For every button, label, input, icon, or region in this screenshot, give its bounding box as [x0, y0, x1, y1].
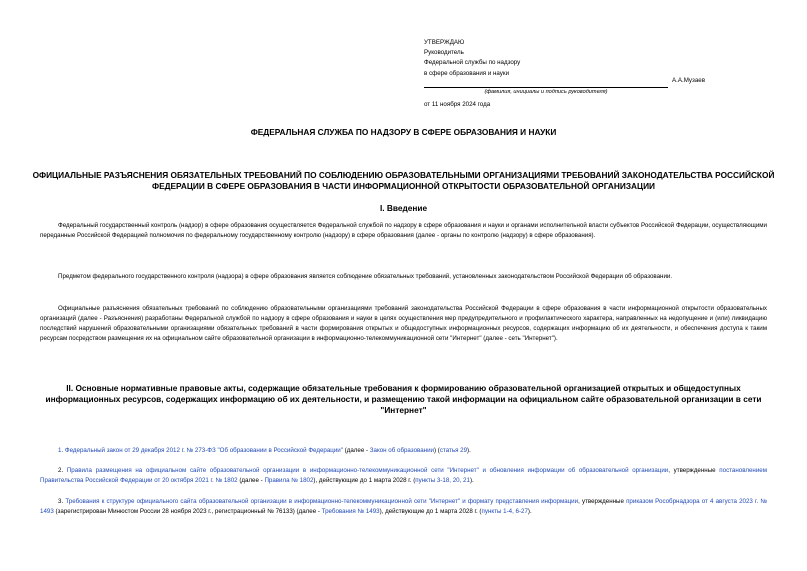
order-link[interactable]: приказом Рособрнадзора от 4 августа 2023 г. № 1493: [40, 498, 767, 515]
rules-link[interactable]: Правила размещения на официальном сайте образовательной организации в информационно-телекоммуникационной сети "Интернет" и обновления информации об образовательной организации: [66, 467, 669, 474]
education-law-link[interactable]: Закон об образовании: [369, 447, 434, 454]
intro-paragraph: Предметом федерального государственного контроля (надзора) в сфере образования является соблюдение обязательных требований, установленных законодательством Российской Федерации об образовании.: [58, 273, 673, 280]
item-number: 1.: [58, 447, 64, 454]
requirements-1493-link[interactable]: Требования № 1493: [321, 508, 380, 515]
list-item: [40, 497, 767, 517]
law-link[interactable]: Федеральный закон от 29 декабря 2012 г. № 273-ФЗ "Об образовании в Российской Федерации": [64, 447, 343, 454]
item-text: ).: [467, 447, 471, 454]
list-item: [40, 446, 767, 456]
signature-line: [424, 87, 668, 88]
approval-block: [424, 38, 520, 79]
section1-heading: I. Введение: [379, 203, 428, 213]
item-text: (далее -: [342, 447, 370, 454]
item-text: , утвержденные: [668, 467, 720, 474]
rules-1802-link[interactable]: Правила № 1802: [264, 477, 314, 484]
approval-position-line2: Федеральной службы по надзору: [424, 59, 521, 67]
item-text: (далее -: [237, 477, 265, 484]
approval-position-line1: Руководитель: [424, 49, 464, 57]
agency-heading: ФЕДЕРАЛЬНАЯ СЛУЖБА ПО НАДЗОРУ В СФЕРЕ ОБРАЗОВАНИЯ И НАУКИ: [250, 127, 557, 137]
item-text: ), действующие до 1 марта 2028 г. (: [313, 477, 416, 484]
intro-paragraph: Федеральный государственный контроль (надзор) в сфере образования осуществляется Федеральной службой по надзору в сфере образования и науки и органами исполнительной власти субъектов Российской Федерации, осуществляющими переданные Российской Федерацией полномочия по федеральному государственному контролю (надзору) в сфере образования (далее - органы по контролю (надзору) в сфере образования).: [40, 222, 767, 239]
approval-heading: УТВЕРЖДАЮ: [424, 39, 465, 46]
approval-date: от 11 ноября 2024 года: [424, 101, 491, 108]
section2-heading: II. Основные нормативные правовые акты, содержащие обязательные требования к формированию образовательной организацией открытых и общедоступных информационных ресурсов, содержащих информацию об их деятельности, и размещению такой информации на официальном сайте образовательной организации в сети "Интернет": [45, 383, 762, 415]
item-text: ) (: [434, 447, 440, 454]
item-number: 3.: [58, 498, 64, 505]
item-text: (зарегистрирован Минюстом России 28 ноября 2023 г., регистрационный № 76133) (далее -: [53, 508, 322, 515]
item-text: , утвержденные: [578, 498, 627, 505]
intro-paragraph: Официальные разъяснения обязательных требований по соблюдению образовательными организациями требований законодательства Российской Федерации в сфере образования в части информационной открытости образовательных организаций (далее - Разъяснения) разработаны Федеральной службой по надзору в сфере образования и науки в целях осуществления мер предупредительного и профилактического характера, направленных на недопущение и (или) ликвидацию последствий нарушений образовательными организациями обязательных требований в части формирования открытых и общедоступных информационных ресурсов, содержащих информацию об их деятельности, и обеспечения доступа к таким ресурсам посредством размещения их на официальном сайте образовательной организации в информационно-телекоммуникационной сети "Интернет" (далее - сеть "Интернет").: [40, 305, 767, 342]
item-number: 2.: [58, 467, 64, 474]
list-item: [40, 466, 767, 486]
approval-position-line3: в сфере образования и науки: [424, 69, 510, 77]
signature-caption: (фамилия, инициалы и подпись руководителя): [484, 89, 608, 95]
document-title: ОФИЦИАЛЬНЫЕ РАЗЪЯСНЕНИЯ ОБЯЗАТЕЛЬНЫХ ТРЕБОВАНИЙ ПО СОБЛЮДЕНИЮ ОБРАЗОВАТЕЛЬНЫМИ ОРГАНИЗАЦИЯМИ ТРЕБОВАНИЙ ЗАКОНОДАТЕЛЬСТВА РОССИЙСКОЙ ФЕДЕРАЦИИ В СФЕРЕ ОБРАЗОВАНИЯ В ЧАСТИ ИНФОРМАЦИОННОЙ ОТКРЫТОСТИ ОБРАЗОВАТЕЛЬНОЙ ОРГАНИЗАЦИИ: [32, 170, 775, 191]
item-text: ), действующие до 1 марта 2028 г. (: [379, 508, 482, 515]
points-link[interactable]: пункты 1-4, 6-27: [481, 508, 528, 515]
item-text: ).: [527, 508, 532, 515]
article-link[interactable]: статья 29: [439, 447, 468, 454]
points-link[interactable]: пункты 3-18, 20, 21: [415, 477, 470, 484]
signatory-name: А.А.Музаев: [672, 77, 706, 84]
item-text: ).: [469, 477, 474, 484]
requirements-link[interactable]: Требования к структуре официального сайта образовательной организации в информационно-телекоммуникационной сети "Интернет" и формату представления информации: [65, 498, 579, 505]
decree-link[interactable]: постановлением Правительства Российской Федерации от 20 октября 2021 г. № 1802: [40, 467, 767, 484]
